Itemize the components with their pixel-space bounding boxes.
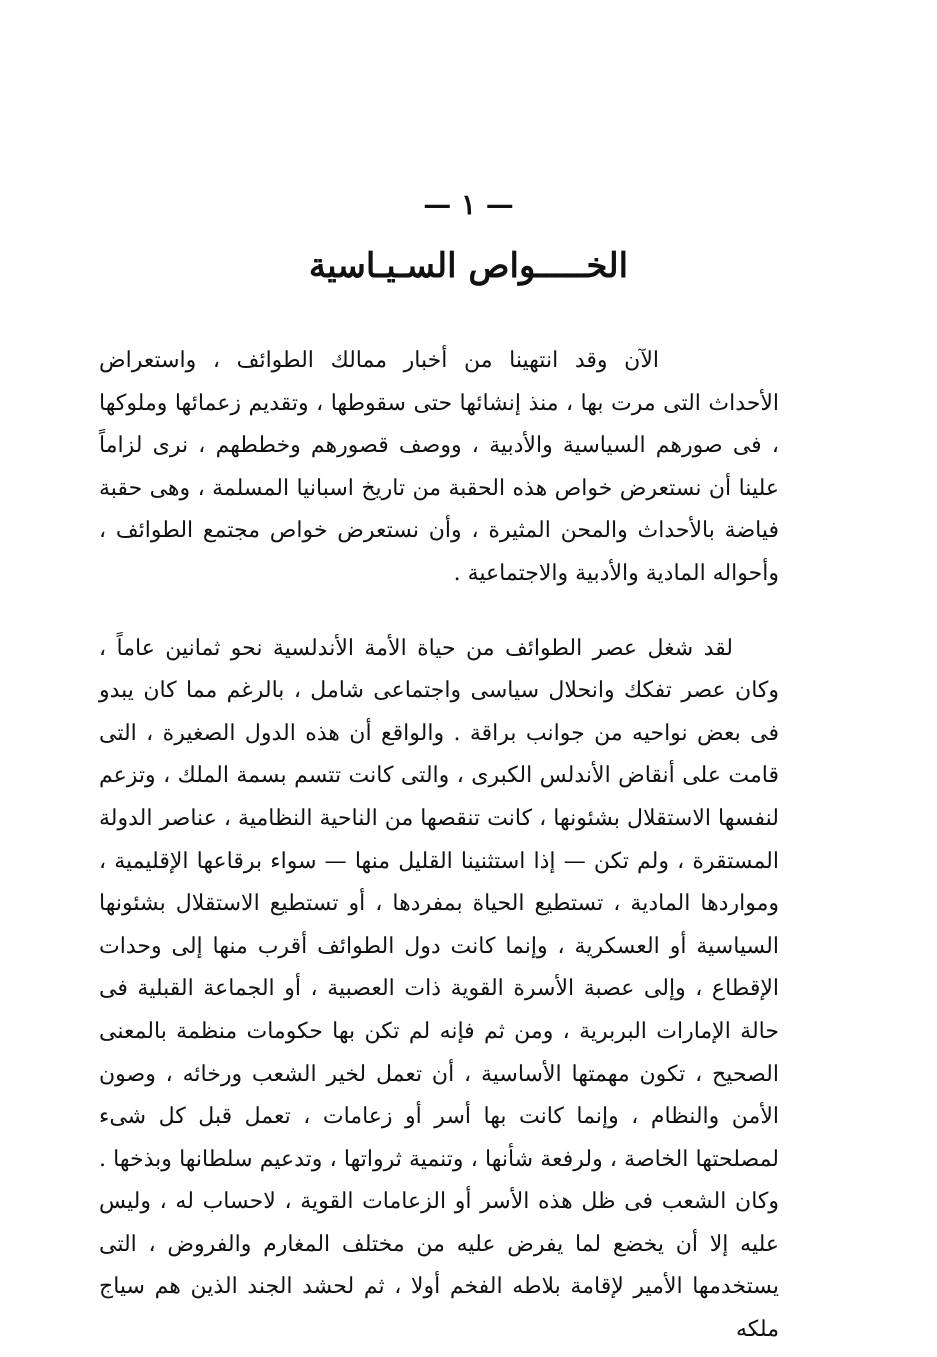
chapter-title: الخـــــواص السـيـاسية [308,246,629,286]
paragraph: لقد شغل عصر الطوائف من حياة الأمة الأندلسية نحو ثمانين عاماً ، وكان عصر تفكك وانحلال سياسى واجتماعى شامل ، بالرغم مما كان يبدو فى بعض نواحيه من جوانب براقة . والواقع أن هذه الدول الصغيرة ، التى قامت على أنقاض الأندلس الكبرى ، والتى كانت تتسم بسمة الملك ، وتزعم لنفسها الاستقلال بشئونها ، كانت تنقصها من الناحية النظامية ، عناصر الدولة المستقرة ، ولم تكن — إذا استثنينا القليل منها — سواء برقاعها الإقليمية ، ومواردها المادية ، تستطيع الحياة بمفردها ، أو تستطيع الاستقلال بشئونها السياسية أو العسكرية ، وإنما كانت دول الطوائف أقرب منها إلى وحدات الإقطاع ، وإلى عصبة الأسرة القوية ذات العصبية ، أو الجماعة القبلية فى حالة الإمارات البربرية ، ومن ثم فإنه لم تكن بها حكومات منظمة بالمعنى الصحيح ، تكون مهمتها الأساسية ، أن تعمل لخير الشعب ورخائه ، وصون الأمن والنظام ، وإنما كانت بها أسر أو زعامات ، تعمل قبل كل شىء لمصلحتها الخاصة ، ولرفعة شأنها ، وتنمية ثرواتها ، وتدعيم سلطانها وبذخها . وكان الشعب فى ظل هذه الأسر أو الزعامات القوية ، لاحساب له ، وليس عليه إلا أن يخضع لما يفرض عليه من مختلف المغارم والفروض ، التى يستخدمها الأمير لإقامة بلاطه الفخم أولا ، ثم لحشد الجند الذين هم سياج ملكه [99,635,779,1343]
body-text [99,340,779,1352]
page-number: — ١ — [423,188,514,221]
paragraph: الآن وقد انتهينا من أخبار ممالك الطوائف ، واستعراض الأحداث التى مرت بها ، منذ إنشائها حتى سقوطها ، وتقديم زعمائها وملوكها ، فى صورهم السياسية والأدبية ، ووصف قصورهم وخططهم ، نرى لزاماً علينا أن نستعرض خواص هذه الحقبة من تاريخ اسبانيا المسلمة ، وهى حقبة فياضة بالأحداث والمحن المثيرة ، وأن نستعرض خواص مجتمع الطوائف ، وأحواله المادية والأدبية والاجتماعية . [99,348,779,586]
